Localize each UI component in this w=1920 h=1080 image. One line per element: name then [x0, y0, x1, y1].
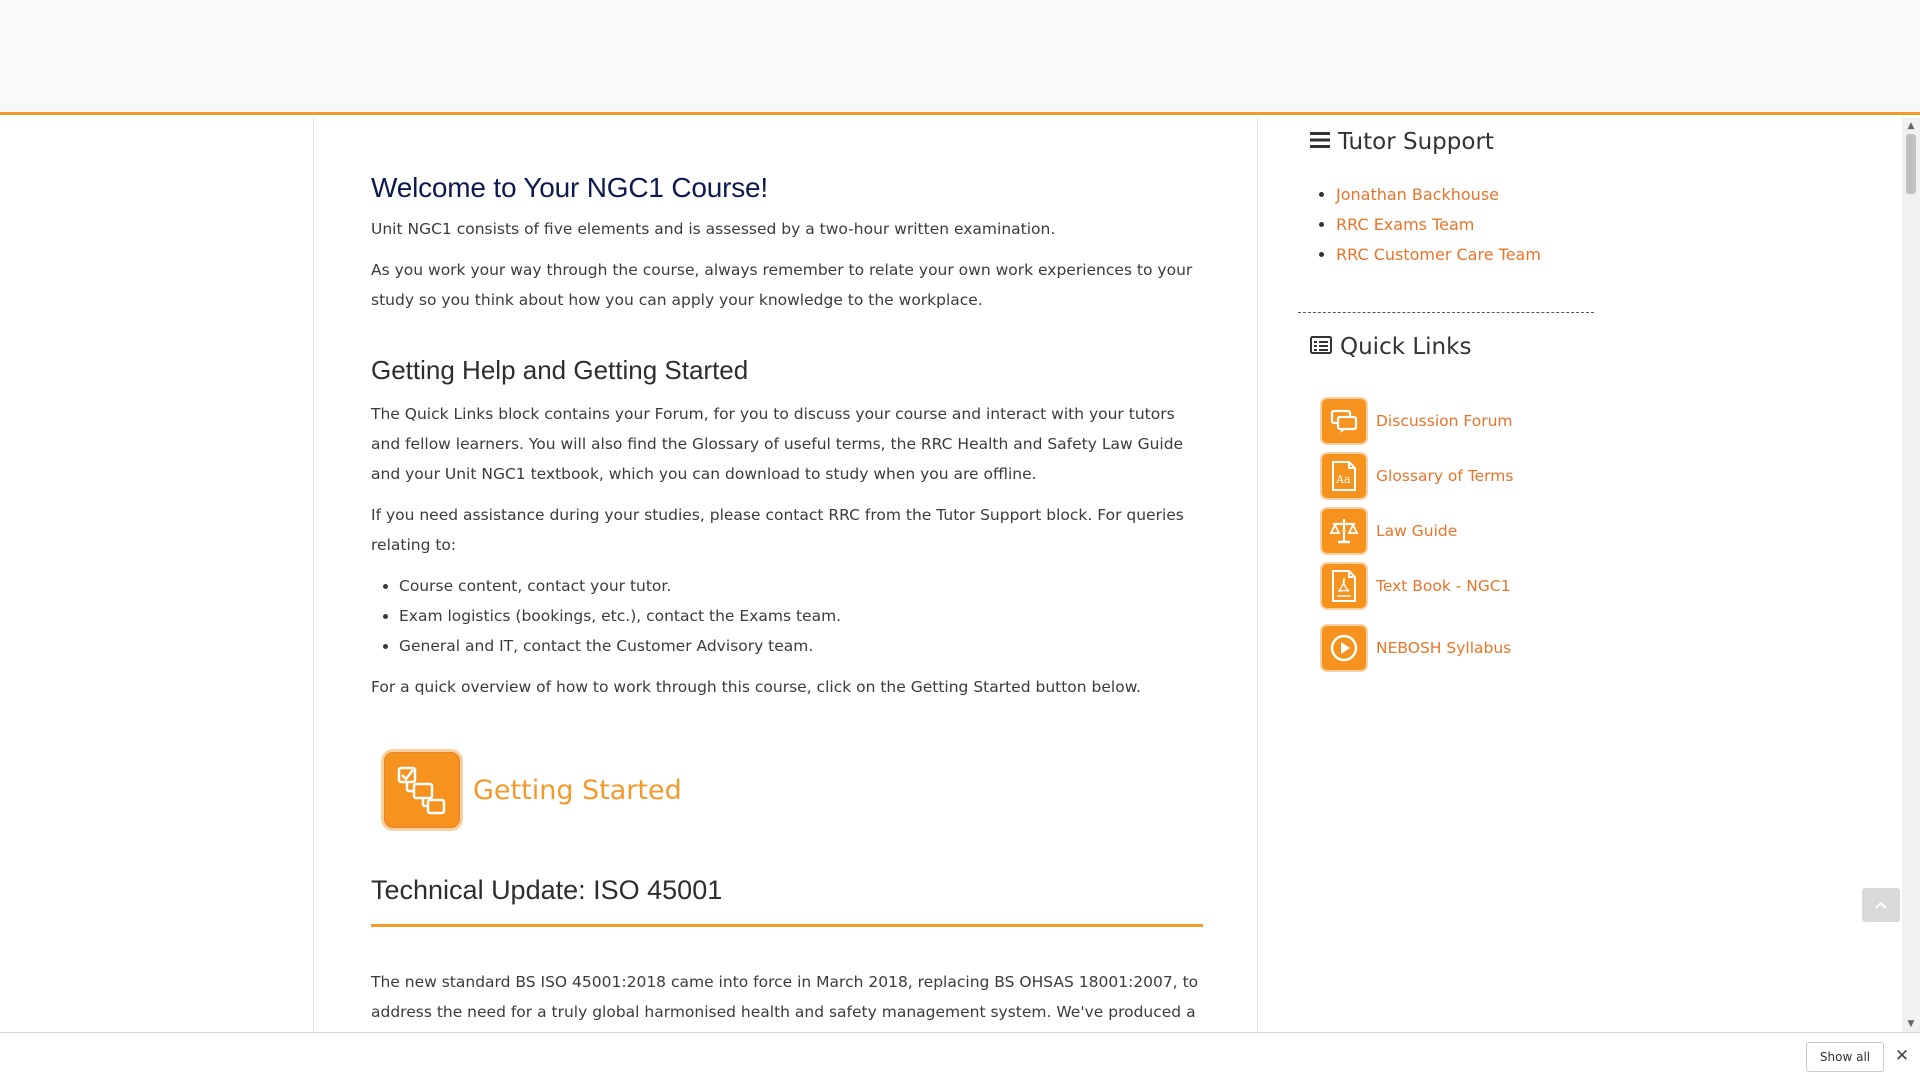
tech-update-title: Technical Update: ISO 45001	[371, 870, 1203, 927]
play-icon	[1320, 624, 1368, 672]
glossary-icon	[1320, 452, 1368, 500]
left-gutter	[0, 118, 314, 1032]
scroll-down-icon[interactable]: ▼	[1907, 1019, 1915, 1029]
quicklink-textbook[interactable]	[1320, 560, 1594, 612]
list-item	[1336, 180, 1594, 210]
chevron-up-icon	[1874, 900, 1888, 910]
svg-text:Aa: Aa	[1336, 473, 1351, 486]
tutor-support-list	[1336, 180, 1594, 270]
tutor-support-header	[1310, 122, 1594, 162]
scrollbar-thumb[interactable]	[1906, 134, 1916, 194]
show-all-button[interactable]: Show all	[1806, 1042, 1884, 1072]
quicklink-label: Text Book - NGC1	[1376, 577, 1511, 595]
sidebar-divider	[1298, 312, 1594, 313]
list-item	[1336, 210, 1594, 240]
quicklink-discussion-forum[interactable]	[1320, 395, 1594, 447]
help-paragraph-1: The Quick Links block contains your Forum, for you to discuss your course and interact with your tutors and fellow learners. You will also find the Glossary of useful terms, the RRC Health and Safety Law Guide and your Unit NGC1 textbook, which you can download to study when you are offline.	[371, 405, 1184, 483]
menu-icon	[1310, 129, 1338, 155]
welcome-title: Welcome to Your NGC1 Course!	[371, 172, 768, 203]
help-bullet-list	[399, 571, 1203, 661]
list-item: • Course content, contact your tutor.	[399, 571, 1203, 601]
flowchart-icon	[381, 749, 463, 831]
tutor-support-title: Tutor Support	[1338, 129, 1494, 155]
quicklink-syllabus[interactable]	[1320, 622, 1594, 674]
list-item	[1336, 240, 1594, 270]
list-alt-icon	[1310, 334, 1340, 360]
page-scrollbar[interactable]	[1902, 118, 1920, 1032]
tech-update-paragraph: The new standard BS ISO 45001:2018 came into force in March 2018, replacing BS OHSAS 18001:2007, to address the need for a truly global harmonised health and safety management system. We've produced a	[371, 973, 1199, 1021]
site-header	[0, 0, 1920, 115]
intro-paragraph-2: As you work your way through the course, always remember to relate your own work experiences to your study so you think about how you can apply your knowledge to the workplace.	[371, 261, 1193, 309]
quick-links-list	[1320, 395, 1594, 674]
quicklink-label: NEBOSH Syllabus	[1376, 639, 1512, 657]
help-paragraph-3: For a quick overview of how to work through this course, click on the Getting Started button below.	[371, 678, 1141, 696]
quicklink-glossary[interactable]	[1320, 450, 1594, 502]
quick-links-title: Quick Links	[1340, 334, 1472, 360]
pdf-icon	[1320, 562, 1368, 610]
help-paragraph-2: If you need assistance during your studies, please contact RRC from the Tutor Support block. For queries relating to:	[371, 506, 1184, 554]
help-title: Getting Help and Getting Started	[371, 355, 749, 385]
page-body	[0, 118, 1902, 1032]
close-icon[interactable]: ✕	[1894, 1046, 1910, 1066]
intro-paragraph-1: Unit NGC1 consists of five elements and is assessed by a two-hour written examination.	[371, 220, 1056, 238]
downloads-bar	[0, 1032, 1920, 1080]
customer-care-link[interactable]: RRC Customer Care Team	[1336, 245, 1541, 264]
quicklink-label: Discussion Forum	[1376, 412, 1513, 430]
quick-links-header	[1310, 327, 1594, 367]
getting-started-button[interactable]	[381, 748, 1203, 832]
exams-team-link[interactable]: RRC Exams Team	[1336, 215, 1475, 234]
right-sidebar	[1298, 118, 1594, 1032]
back-to-top-button[interactable]	[1862, 888, 1900, 922]
quicklink-label: Law Guide	[1376, 522, 1458, 540]
getting-started-label: Getting Started	[473, 774, 682, 806]
quicklink-label: Glossary of Terms	[1376, 467, 1514, 485]
quicklink-law-guide[interactable]	[1320, 505, 1594, 557]
main-content	[315, 118, 1258, 1032]
course-summary	[371, 170, 1203, 1032]
list-item: • Exam logistics (bookings, etc.), contact the Exams team.	[399, 601, 1203, 631]
tutor-link[interactable]: Jonathan Backhouse	[1336, 185, 1499, 204]
scales-icon	[1320, 507, 1368, 555]
list-item: • General and IT, contact the Customer Advisory team.	[399, 631, 1203, 661]
scroll-up-icon[interactable]: ▲	[1907, 121, 1915, 131]
forum-icon	[1320, 397, 1368, 445]
